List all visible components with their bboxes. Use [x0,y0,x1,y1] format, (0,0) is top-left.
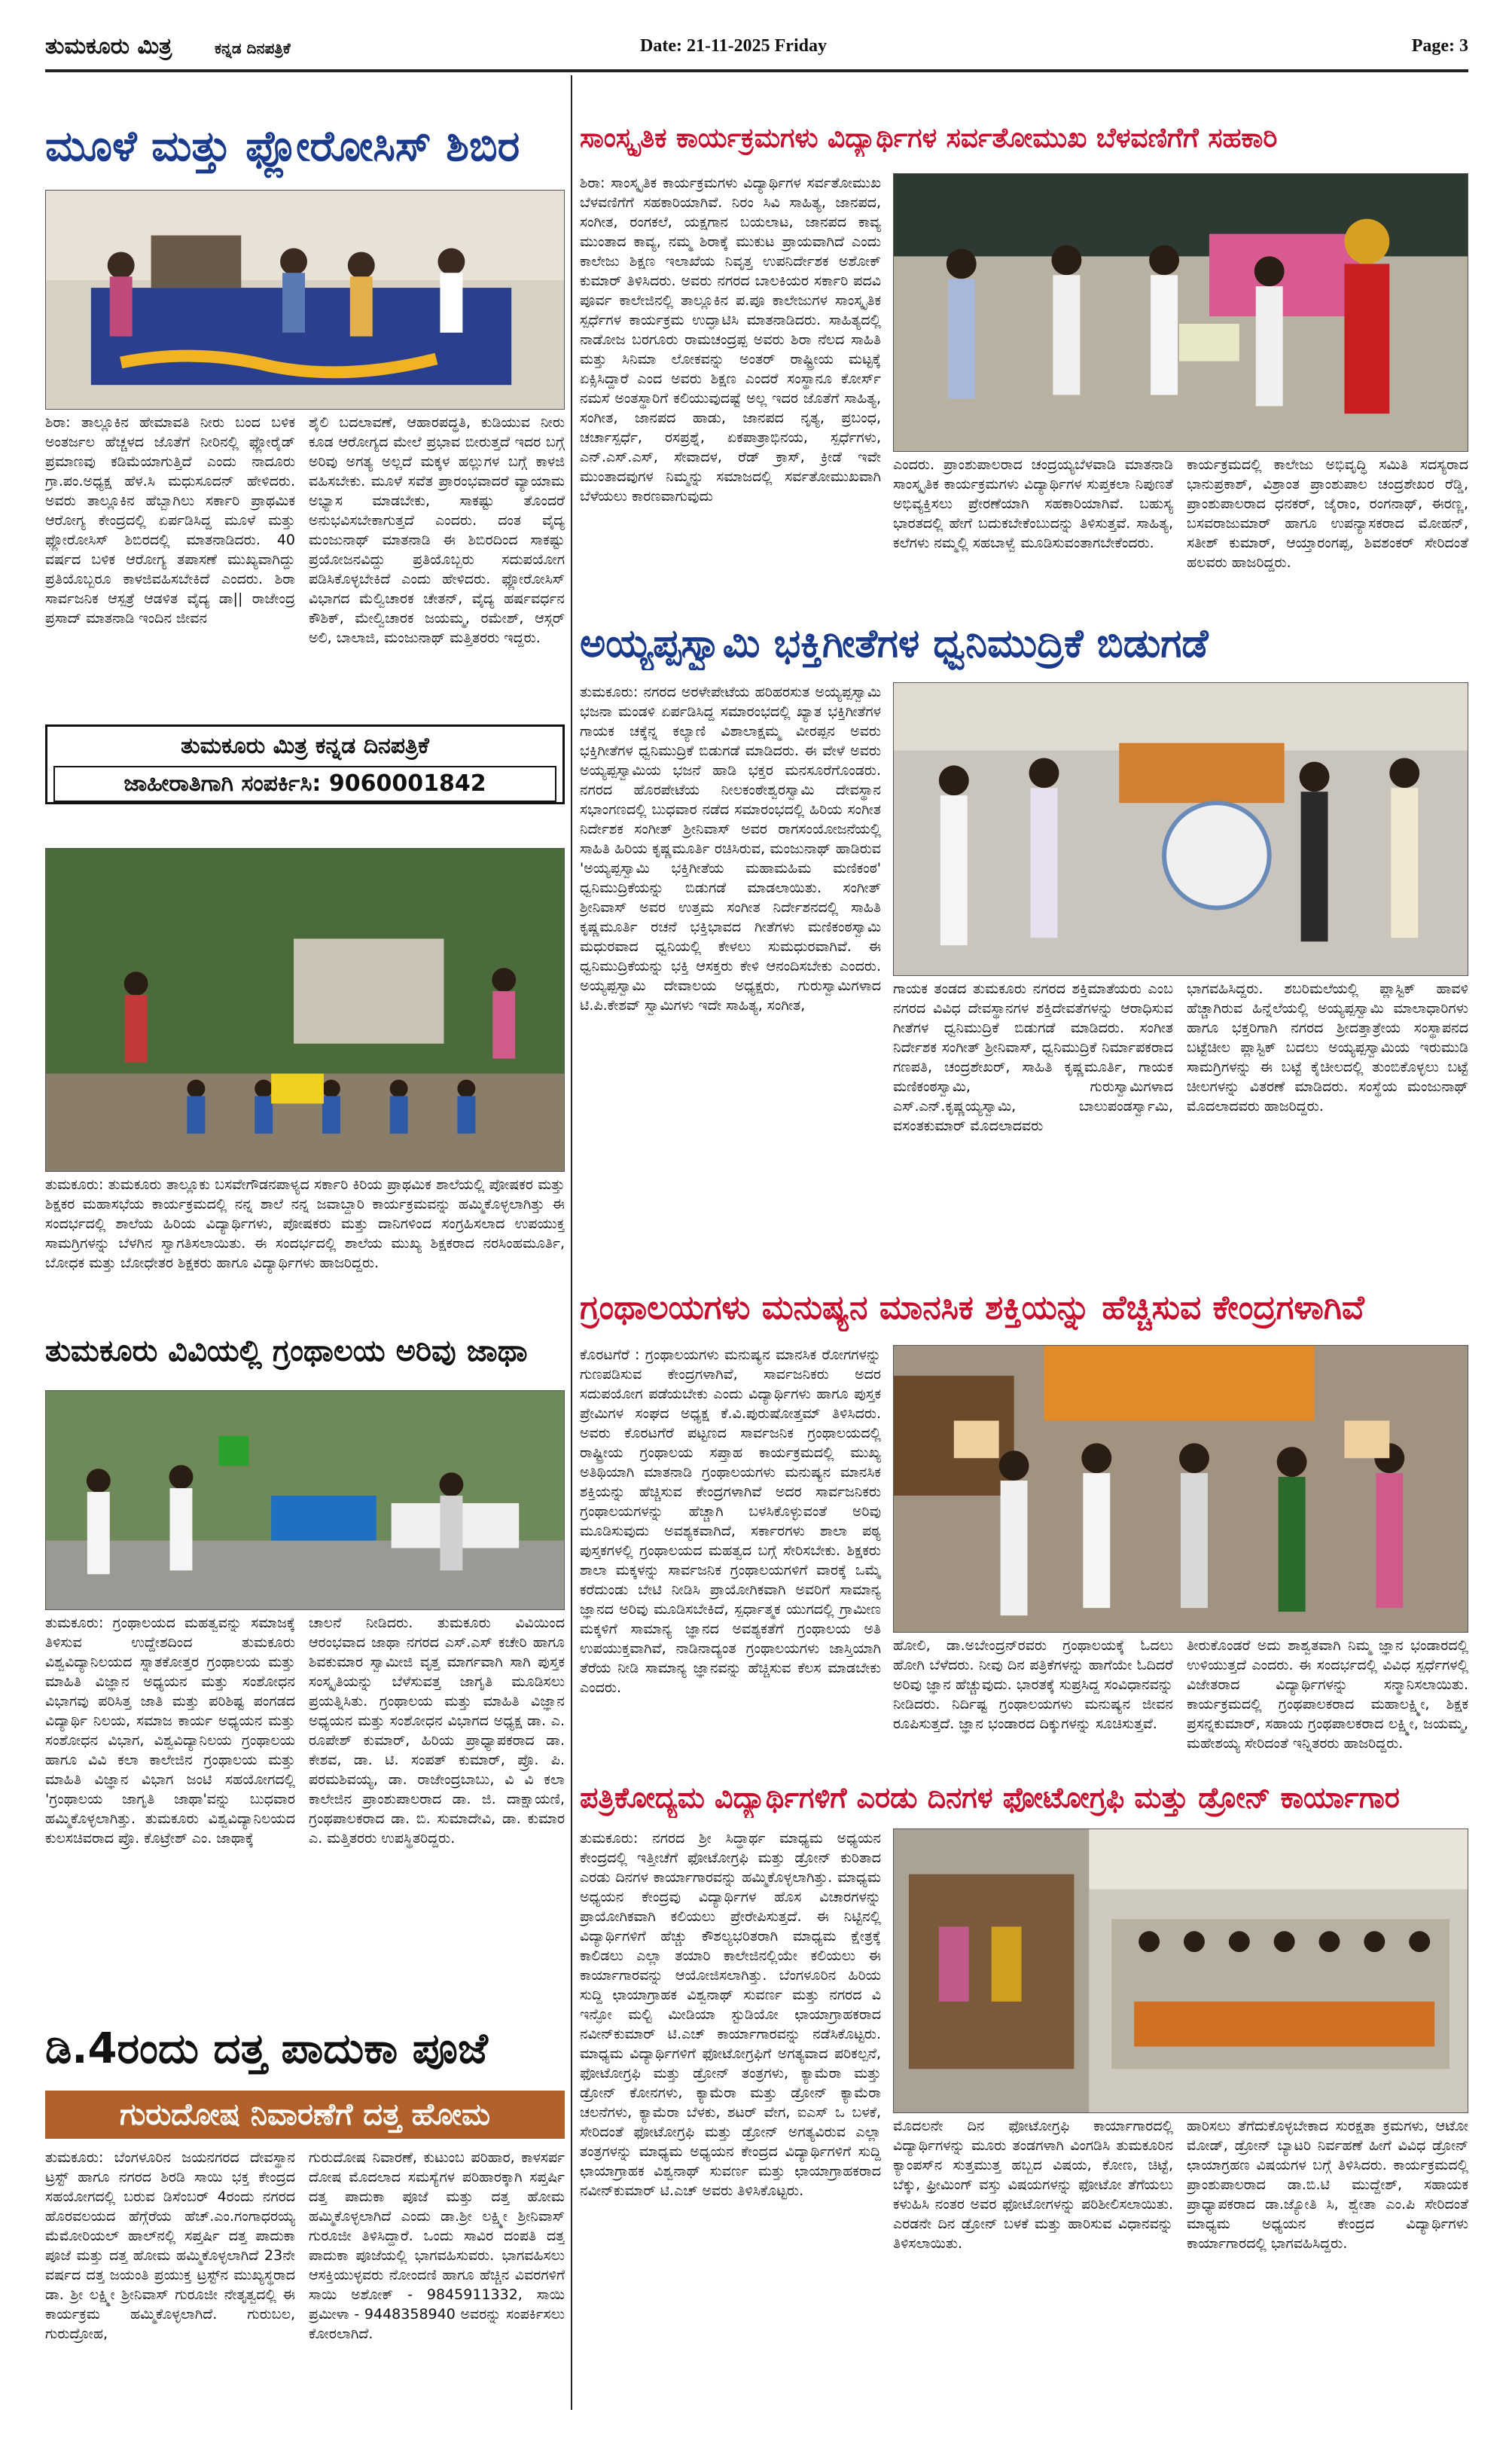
headline-photography-drone-workshop: ಪತ್ರಿಕೋದ್ಯಮ ವಿದ್ಯಾರ್ಥಿಗಳಿಗೆ ಎರಡು ದಿನಗಳ ಫೋಟೋಗ್ರಫಿ ಮತ್ತು ಡ್ರೋನ್ ಕಾರ್ಯಾಗಾರ [580,1781,1400,1814]
caption-cultural-programs-a: ಎಂದರು. ಪ್ರಾಂಶುಪಾಲರಾದ ಚಂದ್ರಯ್ಯಬೆಳವಾಡಿ ಮಾತನಾಡಿ ಸಾಂಸ್ಕೃತಿಕ ಕಾರ್ಯಕ್ರಮಗಳು ವಿದ್ಯಾರ್ಥಿಗಳ ಸುಪ್ತಕಲಾ ನಿಪುಣತೆ ಅಭಿವ್ಯಕ್ತಿಸಲು ಪ್ರೇರಣೆಯಾಗಿ ಸಹಕಾರಿಯಾಗಿವೆ. ಬಹುಸ್ಯ ಭಾರತದಲ್ಲಿ ಹೇಗೆ ಬದುಕಬೇಕೆಂಬುದನ್ನು ತಿಳಿಸುತ್ತವೆ. ಸಾಹಿತ್ಯ, ಕಲೆಗಳು ನಮ್ಮಲ್ಲಿ ಸಹಬಾಳ್ವೆ ಮೂಡಿಸುವಂತಾಗಬೇಕೆಂದರು. [893,456,1173,551]
ad-line-1: ತುಮಕೂರು ಮಿತ್ರ ಕನ್ನಡ ದಿನಪತ್ರಿಕೆ [181,733,429,759]
caption-school-event: ತುಮಕೂರು: ತುಮಕೂರು ತಾಲ್ಲೂಕು ಬಸವೇಗೌಡನಪಾಳ್ಯದ ಸರ್ಕಾರಿ ಕಿರಿಯ ಪ್ರಾಥಮಿಕ ಶಾಲೆಯಲ್ಲಿ ಪೋಷಕರ ಮತ್ತು ಶಿಕ್ಷಕರ ಮಹಾಸಭೆಯ ಕಾರ್ಯಕ್ರಮದಲ್ಲಿ ನನ್ನ ಶಾಲೆ ನನ್ನ ಜವಾಬ್ದಾರಿ ಕಾರ್ಯಕ್ರಮವನ್ನು ಹಮ್ಮಿಕೊಳ್ಳಲಾಗಿತ್ತು ಈ ಸಂದರ್ಭದಲ್ಲಿ ಶಾಲೆಯ ಹಿರಿಯ ವಿದ್ಯಾರ್ಥಿಗಳು, ಪೋಷಕರು ಮತ್ತು ದಾನಿಗಳಿಂದ ಸಂಗ್ರಹಿಸಲಾದ ಉಪಯುಕ್ತ ಸಾಮಗ್ರಿಗಳನ್ನು ಬೆಳಗಿನ ಸ್ವಾಗತಿಸಲಾಯಿತು. ಈ ಸಂದರ್ಭದಲ್ಲಿ ಶಾಲೆಯ ಮುಖ್ಯ ಶಿಕ್ಷಕರಾದ ನರಸಿಂಹಮೂರ್ತಿ, ಬೋಧಕ ಮತ್ತು ಬೋಧೇತರ ಶಿಕ್ಷಕರು ಹಾಗೂ ವಿದ್ಯಾರ್ಥಿಗಳು ಹಾಜರಿದ್ದರು. [45,1176,565,1271]
page-number: Page: 3 [1411,36,1468,56]
article-cultural-programs: ಶಿರಾ: ಸಾಂಸ್ಕೃತಿಕ ಕಾರ್ಯಕ್ರಮಗಳು ವಿದ್ಯಾರ್ಥಿಗಳ ಸರ್ವತೋಮುಖ ಬೆಳವಣಿಗೆಗೆ ಸಹಕಾರಿಯಾಗಿವೆ. ನಿರಂ ಸಿವಿ ಸಾಹಿತ್ಯ, ಜಾನಪದ, ಸಂಗೀತ, ರಂಗಕಲೆ, ಯಕ್ಷಗಾನ ಬಯಲಾಟ, ಜಾನಪದ ಕಾವ್ಯ ಮುಂತಾದ ಕಾವ್ಯ, ನಮ್ಮ ಶಿರಾಕ್ಕೆ ಮುಕುಟ ಪ್ರಾಯವಾಗಿದೆ ಎಂದು ಕಾಲೇಜು ಶಿಕ್ಷಣ ಇಲಾಖೆಯ ನಿವೃತ್ತ ಉಪನಿರ್ದೇಶಕ ಅಶೋಕ್ ಕುಮಾರ್ ತಿಳಿಸಿದರು. ಅವರು ನಗರದ ಬಾಲಕಿಯರ ಸರ್ಕಾರಿ ಪದವಿ ಪೂರ್ವ ಕಾಲೇಜಿನಲ್ಲಿ ತಾಲ್ಲೂಕಿನ ಪ.ಪೂ ಕಾಲೇಜುಗಳ ಸಾಂಸ್ಕೃತಿಕ ಸ್ಪರ್ಧೆಗಳ ಕಾರ್ಯಕ್ರಮ ಉದ್ಘಾಟಿಸಿ ಮಾತನಾಡಿದರು. ಸಾಹಿತ್ಯದಲ್ಲಿ ನಾಡೋಜ ಬರಗೂರು ರಾಮಚಂದ್ರಪ್ಪ ಅವರು ಶಿರಾ ನೆಲದ ಸಾಹಿತಿ ಮತ್ತು ಸಿನಿಮಾ ಲೋಕವನ್ನು ಅಂತರ್ ರಾಷ್ಟ್ರೀಯ ಮಟ್ಟಕ್ಕೆ ಏಕ್ಸಿಸಿದ್ದಾರೆ ಎಂದ ಅವರು ಶಿಕ್ಷಣ ಎಂದರೆ ಸಂಸ್ಥಾನೂ ಕೋರ್ಸ್ ನಮಸೆ ಅಂತಸ್ಥಾರಿಗೆ ಕಲಿಯುವುದಷ್ಟೆ ಅಲ್ಲ ಇದರ ಜೊತೆಗೆ ಸಾಹಿತ್ಯ, ಸಂಗೀತ, ಜಾನಪದ ಹಾಡು, ಜಾನಪದ ನೃತ್ಯ, ಪ್ರಬಂಧ, ಚರ್ಚಾಸ್ಪರ್ಧೆ, ರಸಪ್ರಶ್ನೆ, ಏಕಪಾತ್ರಾಭಿನಯ, ಸ್ಪರ್ಧೆಗಳು, ಎನ್.ಎಸ್.ಎಸ್, ಸೇವಾದಳ, ರೆಡ್ ಕ್ರಾಸ್, ಕ್ರೀಡೆ ಇವೇ ಮುಂತಾದವುಗಳ ನಿಮ್ಮನ್ನು ಸಮಾಜದಲ್ಲಿ ಸರ್ವತೋಮುಖವಾಗಿ ಬೆಳೆಯಲು ಕಾರಣವಾಗುವುದು [580,175,881,505]
article-bone-camp-col-a: ಶಿರಾ: ತಾಲ್ಲೂಕಿನ ಹೇಮಾವತಿ ನೀರು ಬಂದ ಬಳಿಕ ಅಂತರ್ಜಲ ಹೆಚ್ಚಳದ ಜೊತೆಗೆ ನೀರಿನಲ್ಲಿ ಫ್ಲೋರೈಡ್ ಪ್ರಮಾಣವು ಕಡಿಮೆಯಾಗುತ್ತಿದೆ ಎಂದು ನಾದೂರು ಗ್ರಾ.ಪಂ.ಅಧ್ಯಕ್ಷ ಹೆಳ.ಸಿ ಮಧುಸೂದನ್ ಹೇಳಿದರು. ಅವರು ತಾಲ್ಲೂಕಿನ ಹೆಬ್ಬಾಗಿಲು ಸರ್ಕಾರಿ ಪ್ರಾಥಮಿಕ ಆರೋಗ್ಯ ಕೇಂದ್ರದಲ್ಲಿ ಏರ್ಪಡಿಸಿದ್ದ ಮೂಳೆ ಮತ್ತು ಫ್ಲೋರೋಸಿಸ್ ಶಿಬಿರದಲ್ಲಿ ಮಾತನಾಡಿದರು. 40 ವರ್ಷದ ಬಳಿಕ ಆರೋಗ್ಯ ತಪಾಸಣೆ ಮುಖ್ಯವಾಗಿದ್ದು ಪ್ರತಿಯೊಬ್ಬರೂ ಕಾಳಜಿವಹಿಸಬೇಕಿದೆ ಎಂದರು. ಶಿರಾ ಸಾರ್ವಜನಿಕ ಆಸ್ಪತ್ರೆ ಆಡಳಿತ ವೈದ್ಯ ಡಾ|| ರಾಜೇಂದ್ರ ಪ್ರಸಾದ್ ಮಾತನಾಡಿ ಇಂದಿನ ಜೀವನ [45,414,295,627]
photo-cultural-programs [893,173,1468,452]
logo-text: ತುಮಕೂರು ಮಿತ್ರ [45,33,172,59]
banner-datta-homa-text: ಗುರುದೋಷ ನಿವಾರಣೆಗೆ ದತ್ತ ಹೋಮ [119,2097,491,2132]
advertisement-box [45,724,565,804]
issue-date: Date: 21-11-2025 Friday [640,36,827,56]
caption-cultural-programs-b: ಕಾರ್ಯಕ್ರಮದಲ್ಲಿ ಕಾಲೇಜು ಅಭಿವೃದ್ಧಿ ಸಮಿತಿ ಸದಸ್ಯರಾದ ಭಾನುಪ್ರಕಾಶ್, ವಿಶ್ರಾಂತ ಪ್ರಾಂಶುಪಾಲ ಚಂದ್ರಶೇಖರ ರೆಡ್ಡಿ, ಪ್ರಾಂಶುಪಾಲರಾದ ಧನಕರ್, ಜೈರಾಂ, ರಂಗನಾಥ್, ಈರಣ್ಣ, ಬಸವರಾಜುಮಾರ್ ಹಾಗೂ ಉಪನ್ಯಾಸಕರಾದ ಮೋಹನ್, ಸತೀಶ್ ಕುಮಾರ್, ಆಯ್ತಾರಂಗಪ್ಪ, ಶಿವಶಂಕರ್ ಸೇರಿದಂತೆ ಹಲವರು ಹಾಜರಿದ್ದರು. [1187,456,1468,571]
headline-library-rally: ತುಮಕೂರು ವಿವಿಯಲ್ಲಿ ಗ್ರಂಥಾಲಯ ಅರಿವು ಜಾಥಾ [45,1334,528,1368]
masthead [45,33,1468,66]
article-ayyappa-songs: ತುಮಕೂರು: ನಗರದ ಅರಳೇಪೇಟೆಯ ಹರಿಹರಸುತ ಅಯ್ಯಪ್ಪಸ್ವಾಮಿ ಭಜನಾ ಮಂಡಳಿ ಏರ್ಪಡಿಸಿದ್ದ ಸಮಾರಂಭದಲ್ಲಿ ಖ್ಯಾತ ಭಕ್ತಿಗೀತೆಗಳ ಗಾಯಕ ಚಕ್ಕೆನ್ನ ಕಲ್ಯಾಣಿ ವಿಶಾಲಾಕ್ಷಮ್ಮ ವೀರಪ್ಪನ ಅವರು ಭಕ್ತಿಗೀತೆಗಳ ಧ್ವನಿಮುದ್ರಿಕೆ ಬಿಡುಗಡೆ ಮಾಡಿದರು. ಈ ವೇಳೆ ಅವರು ಅಯ್ಯಪ್ಪಸ್ವಾಮಿಯ ಭಜನೆ ಹಾಡಿ ಭಕ್ತರ ಮನಸೂರೆಗೊಂಡರು. ನಗರದ ಹೊರಪೇಟೆಯ ನೀಲಕಂಠೇಶ್ವರಸ್ವಾಮಿ ದೇವಸ್ಥಾನ ಸಭಾಂಗಣದಲ್ಲಿ ಬುಧವಾರ ನಡೆದ ಸಮಾರಂಭದಲ್ಲಿ ಹಿರಿಯ ಸಂಗೀತ ನಿರ್ದೇಶಕ ಸಂಗೀತ್ ಶ್ರೀನಿವಾಸ್ ಅವರ ರಾಗಸಂಯೋಜನೆಯಲ್ಲಿ ಸಾಹಿತಿ ಹಿರಿಯ ಕೃಷ್ಣಮೂರ್ತಿ ರಚಿಸಿರುವ, ಮಂಜುನಾಥ್ ಹಾಡಿರುವ 'ಅಯ್ಯಪ್ಪಸ್ವಾಮಿ ಭಕ್ತಿಗೀತೆಯ ಮಹಾಮಹಿಮ ಮಣಿಕಂಠ' ಧ್ವನಿಮುದ್ರಿಕೆಯನ್ನು ಬಿಡುಗಡೆ ಮಾಡಲಾಯಿತು. ಸಂಗೀತ್ ಶ್ರೀನಿವಾಸ್ ಅವರ ಉತ್ತಮ ಸಂಗೀತ ನಿರ್ದೇಶನದಲ್ಲಿ ಸಾಹಿತಿ ಕೃಷ್ಣಮೂರ್ತಿ ರಚನೆ ಭಕ್ತಿಭಾವದ ಗೀತೆಗಳು ಮಣಿಕಂಠಸ್ವಾಮಿ ಮಧುರವಾದ ಧ್ವನಿಯಲ್ಲಿ ಕೇಳಲು ಸುಮಧುರವಾಗಿವೆ. ಈ ಧ್ವನಿಮುದ್ರಿಕೆಯನ್ನು ಭಕ್ತಿ ಆಸಕ್ತರು ಕೇಳಿ ಆನಂದಿಸಬೇಕು ಎಂದರು. ಅಯ್ಯಪ್ಪಸ್ವಾಮಿ ದೇವಾಲಯ ಅಧ್ಯಕ್ಷರು, ಗುರುಸ್ವಾಮಿಗಳಾದ ಟಿ.ಪಿ.ಕೇಶವ್ ಸ್ವಾಮಿಗಳು ಇದೇ ಸಾಹಿತ್ಯ, ಸಂಗೀತ, [580,684,881,1014]
masthead-subtitle: ಕನ್ನಡ ದಿನಪತ್ರಿಕೆ [215,39,291,57]
headline-cultural-programs: ಸಾಂಸ್ಕೃತಿಕ ಕಾರ್ಯಕ್ರಮಗಳು ವಿದ್ಯಾರ್ಥಿಗಳ ಸರ್ವತೋಮುಖ ಬೆಳವಣಿಗೆಗೆ ಸಹಕಾರಿ [580,123,1278,154]
banner-datta-homa [45,2091,565,2139]
photo-school-event [45,848,565,1172]
caption-ayyappa-songs-a: ಗಾಯಕ ತಂಡದ ತುಮಕೂರು ನಗರದ ಶಕ್ತಿಮಾತೆಯರು ಎಂಬ ನಗರದ ವಿವಿಧ ದೇವಸ್ಥಾನಗಳ ಶಕ್ತಿದೇವತೆಗಳನ್ನು ಆರಾಧಿಸುವ ಗೀತೆಗಳ ಧ್ವನಿಮುದ್ರಿಕೆ ಬಿಡುಗಡೆ ಮಾಡಿದರು. ಸಂಗೀತ ನಿರ್ದೇಶಕ ಸಂಗೀತ್ ಶ್ರೀನಿವಾಸ್, ಧ್ವನಿಮುದ್ರಿಕೆ ನಿರ್ಮಾಪಕರಾದ ಗಣಪತಿ, ಚಂದ್ರಶೇಖರ್, ಸಾಹಿತಿ ಕೃಷ್ಣಮೂರ್ತಿ, ಗಾಯಕ ಮಣಿಕಂಠಸ್ವಾಮಿ, ಗುರುಸ್ವಾಮಿಗಳಾದ ಎಸ್.ಎನ್.ಕೃಷ್ಣಯ್ಯಸ್ವಾಮಿ, ಬಾಲುಪಂಡರ್ಸ್ವಾಮಿ, ವಸಂತಕುಮಾರ್ ಮೊದಲಾದವರು [893,981,1173,1134]
headline-ayyappa-songs: ಅಯ್ಯಪ್ಪಸ್ವಾಮಿ ಭಕ್ತಿಗೀತೆಗಳ ಧ್ವನಿಮುದ್ರಿಕೆ ಬಿಡುಗಡೆ [580,621,1209,666]
article-datta-puja-col-b: ಗುರುದೋಷ ನಿವಾರಣೆ, ಕುಟುಂಬ ಪರಿಹಾರ, ಕಾಳಸರ್ಪ ದೋಷ ಮೊದಲಾದ ಸಮಸ್ಯೆಗಳ ಪರಿಹಾರಕ್ಕಾಗಿ ಸಪ್ತರ್ಷಿ ದತ್ತ ಪಾದುಕಾ ಪೂಜೆ ಮತ್ತು ದತ್ತ ಹೋಮ ಹಮ್ಮಿಕೊಳ್ಳಲಾಗಿದೆ ಎಂದು ಡಾ.ಶ್ರೀ ಲಕ್ಷ್ಮೀ ಶ್ರೀನಿವಾಸ್ ಗುರೂಜೀ ತಿಳಿಸಿದ್ದಾರೆ. ಒಂದು ಸಾವಿರ ದಂಪತಿ ದತ್ತ ಪಾದುಕಾ ಪೂಜೆಯಲ್ಲಿ ಭಾಗವಹಿಸುವರು. ಭಾಗವಹಿಸಲು ಆಸಕ್ತಿಯುಳ್ಳವರು ನೋಂದಣಿ ಹಾಗೂ ಹೆಚ್ಚಿನ ವಿವರಗಳಿಗೆ ಸಾಯಿ ಅಶೋಕ್ - 9845911332, ಸಾಯಿ ಪ್ರಮೀಳಾ - 9448358940 ಅವರನ್ನು ಸಂಪರ್ಕಿಸಲು ಕೋರಲಾಗಿದೆ. [309,2149,565,2342]
article-libraries-mental-strength: ಕೊರಟಗೆರೆ : ಗ್ರಂಥಾಲಯಗಳು ಮನುಷ್ಯನ ಮಾನಸಿಕ ರೋಗಗಳನ್ನು ಗುಣಪಡಿಸುವ ಕೇಂದ್ರಗಳಾಗಿವೆ, ಸಾರ್ವಜನಿಕರು ಅದರ ಸದುಪಯೋಗ ಪಡೆಯಬೇಕು ಎಂದು ವಿದ್ಯಾರ್ಥಿಗಳು ಹಾಗೂ ಪುಸ್ತಕ ಪ್ರೇಮಿಗಳ ಸಂಘದ ಅಧ್ಯಕ್ಷ ಕೆ.ವಿ.ಪುರುಷೋತ್ತಮ್ ತಿಳಿಸಿದರು. ಅವರು ಕೊರಟಗೆರೆ ಪಟ್ಟಣದ ಸಾರ್ವಜನಿಕ ಗ್ರಂಥಾಲಯದಲ್ಲಿ ರಾಷ್ಟ್ರೀಯ ಗ್ರಂಥಾಲಯ ಸಪ್ತಾಹ ಕಾರ್ಯಕ್ರಮದಲ್ಲಿ ಮುಖ್ಯ ಅತಿಥಿಯಾಗಿ ಮಾತನಾಡಿ ಗ್ರಂಥಾಲಯಗಳು ಮನುಷ್ಯನ ಮಾನಸಿಕ ಶಕ್ತಿಯನ್ನು ಹೆಚ್ಚಿಸುವ ಕೇಂದ್ರಗಳಾಗಿವೆ ಅದರ ಸಾರ್ವಜನಿಕರು ಗ್ರಂಥಾಲಯಗಳನ್ನು ಹೆಚ್ಚಾಗಿ ಬಳಸಿಕೊಳ್ಳುವಂತೆ ಅರಿವು ಮೂಡಿಸುವುದು ಅವಶ್ಯಕವಾಗಿದೆ, ಸರ್ಕಾರಗಳು ಶಾಲಾ ಪಠ್ಯ ಪುಸ್ತಕಗಳಲ್ಲಿ ಗ್ರಂಥಾಲಯದ ಮಹತ್ವದ ಬಗ್ಗೆ ಸೇರಿಸಬೇಕು. ಶಿಕ್ಷಕರು ಶಾಲಾ ಮಕ್ಕಳನ್ನು ಸಾರ್ವಜನಿಕ ಗ್ರಂಥಾಲಯಗಳಿಗೆ ವಾರಕ್ಕೆ ಒಮ್ಮೆ ಕರೆದುಂಡು ಬೇಟಿ ನೀಡಿಸಿ ಪ್ರಾಯೋಗಿಕವಾಗಿ ಅವರಿಗೆ ಸಾಮಾನ್ಯ ಜ್ಞಾನದ ಅರಿವು ಮೂಡಿಸಬೇಕಿದೆ, ಸ್ಪರ್ಧಾತ್ಮಕ ಯುಗದಲ್ಲಿ ಗ್ರಾಮೀಣ ಮಕ್ಕಳಿಗೆ ಸಾಮಾನ್ಯ ಜ್ಞಾನದ ಅವಶ್ಯಕತೆಗೆ ಗ್ರಂಥಾಲಯ ಅತಿ ಉಪಯುಕ್ತವಾಗಿವೆ, ನಾಡಿನಾದ್ಯಂತ ಗ್ರಂಥಾಲಯಗಳು ಜಾಸ್ತಿಯಾಗಿ ತೆರೆಯ ನೀಡಿ ಸಾಮಾನ್ಯ ಜ್ಞಾನವನ್ನು ಹೆಚ್ಚಿಸುವ ಕೆಲಸ ಮಾಡಬೇಕು ಎಂದರು. [580,1347,881,1696]
ad-line-2: ಜಾಹೀರಾತಿಗಾಗಿ ಸಂಪರ್ಕಿಸಿ: 9060001842 [53,766,556,802]
headline-libraries-mental-strength: ಗ್ರಂಥಾಲಯಗಳು ಮನುಷ್ಯನ ಮಾನಸಿಕ ಶಕ್ತಿಯನ್ನು ಹೆಚ್ಚಿಸುವ ಕೇಂದ್ರಗಳಾಗಿವೆ [580,1289,1364,1327]
photo-ayyappa-songs [893,682,1468,976]
photo-bone-camp [45,190,565,410]
caption-library-week-b: ತೀರುಕೊಂಡರೆ ಅದು ಶಾಶ್ವತವಾಗಿ ನಿಮ್ಮ ಜ್ಞಾನ ಭಂಡಾರದಲ್ಲಿ ಉಳಿಯುತ್ತದೆ ಎಂದರು. ಈ ಸಂದರ್ಭದಲ್ಲಿ ವಿವಿಧ ಸ್ಪರ್ಧೆಗಳಲ್ಲಿ ವಿಜೇತರಾದ ವಿದ್ಯಾರ್ಥಿಗಳನ್ನು ಸನ್ಮಾನಿಸಲಾಯಿತು. ಕಾರ್ಯಕ್ರಮದಲ್ಲಿ ಗ್ರಂಥಪಾಲಕರಾದ ಮಹಾಲಕ್ಷ್ಮೀ, ಶಿಕ್ಷಕ ಪ್ರಸನ್ನಕುಮಾರ್, ಸಹಾಯ ಗ್ರಂಥಪಾಲಕರಾದ ಲಕ್ಷ್ಮೀ, ಜಯಮ್ಮ, ಮಹೇಶಯ್ಯ ಸೇರಿದಂತೆ ಇನ್ನಿತರರು ಹಾಜರಿದ್ದರು. [1187,1637,1468,1752]
caption-drone-workshop-a: ಮೊದಲನೇ ದಿನ ಫೋಟೋಗ್ರಫಿ ಕಾರ್ಯಾಗಾರದಲ್ಲಿ ವಿದ್ಯಾರ್ಥಿಗಳನ್ನು ಮೂರು ತಂಡಗಳಾಗಿ ವಿಂಗಡಿಸಿ ತುಮಕೂರಿನ ಕ್ಯಾಂಪಸ್‌ನ ಸುತ್ತಮುತ್ತ ಹಬ್ಬದ ವಿಷಯ, ಕೋಣ, ಚಿಟ್ಟೆ, ಬೆಕ್ಕು, ಫ್ರೀಮಿಂಗ್ ವಸ್ತು ವಿಷಯಗಳನ್ನು ಫೋಟೋ ತೆಗೆಯಲು ಕಳುಹಿಸಿ ನಂತರ ಅವರ ಫೋಟೋಗಳನ್ನು ಪರಿಶೀಲಿಸಲಾಯಿತು. ಎರಡನೇ ದಿನ ಡ್ರೋನ್ ಬಳಕೆ ಮತ್ತು ಹಾರಿಸುವ ವಿಧಾನವನ್ನು ತಿಳಿಸಲಾಯಿತು. [893,2118,1173,2252]
photo-library-rally [45,1390,565,1610]
caption-ayyappa-songs-b: ಭಾಗವಹಿಸಿದ್ದರು. ಶಬರಿಮಲೆಯಲ್ಲಿ ಪ್ಲಾಸ್ಟಿಕ್ ಹಾವಳಿ ಹೆಚ್ಚಾಗಿರುವ ಹಿನ್ನೆಲೆಯಲ್ಲಿ ಅಯ್ಯಪ್ಪಸ್ವಾಮಿ ಮಾಲಾಧಾರಿಗಳು ಹಾಗೂ ಭಕ್ತರಿಗಾಗಿ ನಗರದ ಶ್ರೀದತ್ತಾತ್ರೇಯ ಸಂಸ್ಥಾಪನದ ಬಟ್ಟೆಚೀಲ ಪ್ಲಾಸ್ಟಿಕ್ ಬದಲು ಅಯ್ಯಪ್ಪಸ್ವಾಮಿಯ ಇರುಮುಡಿ ಸಾಮಗ್ರಿಗಳನ್ನು ಈ ಬಟ್ಟೆ ಕೈಚೀಲದಲ್ಲಿ ತುಂಬಿಕೊಳ್ಳಲು ಬಟ್ಟೆ ಚೀಲಗಳನ್ನು ವಿತರಣೆ ಮಾಡಿದರು. ಸಂಸ್ಥೆಯ ಮಂಜುನಾಥ್ ಮೊದಲಾದವರು ಹಾಜರಿದ್ದರು. [1187,981,1468,1115]
article-library-rally-col-a: ತುಮಕೂರು: ಗ್ರಂಥಾಲಯದ ಮಹತ್ವವನ್ನು ಸಮಾಜಕ್ಕೆ ತಿಳಿಸುವ ಉದ್ದೇಶದಿಂದ ತುಮಕೂರು ವಿಶ್ವವಿದ್ಯಾನಿಲಯದ ಸ್ನಾತಕೋತ್ತರ ಗ್ರಂಥಾಲಯ ಮತ್ತು ಮಾಹಿತಿ ವಿಜ್ಞಾನ ಅಧ್ಯಯನ ಮತ್ತು ಸಂಶೋಧನ ವಿಭಾಗವು ಪರಿಸಿತ್ತ ಜಾತಿ ಮತ್ತು ಪರಿಶಿಷ್ಟ ಪಂಗಡದ ವಿದ್ಯಾರ್ಥಿ ನಿಲಯ, ಸಮಾಜ ಕಾರ್ಯ ಅಧ್ಯಯನ ಮತ್ತು ಸಂಶೋಧನ ವಿಭಾಗ, ವಿಶ್ವವಿದ್ಯಾನಿಲಯ ಗ್ರಂಥಾಲಯ ಹಾಗೂ ವಿವಿ ಕಲಾ ಕಾಲೇಜಿನ ಗ್ರಂಥಾಲಯ ಮತ್ತು ಮಾಹಿತಿ ವಿಜ್ಞಾನ ವಿಭಾಗ ಜಂಟಿ ಸಹಯೋಗದಲ್ಲಿ 'ಗ್ರಂಥಾಲಯ ಜಾಗೃತಿ ಜಾಥಾ'ವನ್ನು ಬುಧವಾರ ಹಮ್ಮಿಕೊಳ್ಳಲಾಗಿತ್ತು. ತುಮಕೂರು ವಿಶ್ವವಿದ್ಯಾನಿಲಯದ ಕುಲಸಚಿವರಾದ ಪ್ರೊ. ಕೊಟ್ರೇಶ್ ಎಂ. ಜಾಥಾಕ್ಕೆ [45,1615,295,1847]
article-bone-camp-col-b: ಶೈಲಿ ಬದಲಾವಣೆ, ಆಹಾರಪದ್ಧತಿ, ಕುಡಿಯುವ ನೀರು ಕೂಡ ಆರೋಗ್ಯದ ಮೇಲೆ ಪ್ರಭಾವ ಬೀರುತ್ತದೆ ಇದರ ಬಗ್ಗೆ ಅರಿವು ಅಗತ್ಯ ಅಲ್ಲದೆ ಮಕ್ಕಳ ಹಲ್ಲುಗಳ ಬಗ್ಗೆ ಕಾಳಜಿ ವಹಿಸಬೇಕು. ಮೂಳೆ ಸವೆತ ಪ್ರಾರಂಭವಾದರೆ ವ್ಯಾಯಾಮ ಅಭ್ಯಾಸ ಮಾಡಬೇಕು, ಸಾಕಷ್ಟು ತೊಂದರೆ ಅನುಭವಿಸಬೇಕಾಗುತ್ತದೆ ಎಂದರು. ದಂತ ವೈದ್ಯ ಮಂಜುನಾಥ್ ಮಾತನಾಡಿ ಈ ಶಿಬಿರದಿಂದ ಸಾಕಷ್ಟು ಪ್ರಯೋಜನವಿದ್ದು ಪ್ರತಿಯೊಬ್ಬರು ಸದುಪಯೋಗ ಪಡಿಸಿಕೊಳ್ಳಬೇಕಿದೆ ಎಂದು ಹೇಳಿದರು. ಫ್ಲೋರೋಸಿಸ್ ವಿಭಾಗದ ಮೆಲ್ವಿಚಾರಕ ಚೇತನ್, ವೈದ್ಯ ಹರ್ಷವರ್ಧನ ಕೌಶಿಕ್, ಮೇಲ್ವಿಚಾರಕ ಜಯಮ್ಮ, ರಮೇಶ್, ಆಸ್ಗರ್ ಅಲಿ, ಬಾಲಾಜಿ, ಮಂಜುನಾಥ್ ಮತ್ತಿತರರು ಇದ್ದರು. [309,414,565,646]
caption-drone-workshop-b: ಹಾರಿಸಲು ತೆಗೆದುಕೊಳ್ಳಬೇಕಾದ ಸುರಕ್ಷತಾ ಕ್ರಮಗಳು, ಆಟೋ ಮೋಡ್, ಡ್ರೋನ್ ಬ್ಯಾಟರಿ ನಿರ್ವಹಣೆ ಹೀಗೆ ವಿವಿಧ ಡ್ರೋನ್ ಛಾಯಾಗ್ರಹಣ ವಿಷಯಗಳ ಬಗ್ಗೆ ತಿಳಿಸಿದರು. ಕಾರ್ಯಕ್ರಮದಲ್ಲಿ ಪ್ರಾಂಶುಪಾಲರಾದ ಡಾ.ಬಿ.ಟಿ ಮುದ್ದೇಶ್, ಸಹಾಯಕ ಪ್ರಾಧ್ಯಾಪಕರಾದ ಡಾ.ಜ್ಯೋತಿ ಸಿ, ಶ್ವೇತಾ ಎಂ.ಪಿ ಸೇರಿದಂತೆ ಮಾಧ್ಯಮ ಅಧ್ಯಯನ ಕೇಂದ್ರದ ವಿದ್ಯಾರ್ಥಿಗಳು ಕಾರ್ಯಾಗಾರದಲ್ಲಿ ಭಾಗವಹಿಸಿದ್ದರು. [1187,2118,1468,2252]
article-datta-puja-col-a: ತುಮಕೂರು: ಬೆಂಗಳೂರಿನ ಜಯನಗರದ ದೇವಸ್ಥಾನ ಟ್ರಸ್ಟ್ ಹಾಗೂ ನಗರದ ಶಿರಡಿ ಸಾಯಿ ಭಕ್ತ ಕೇಂದ್ರದ ಸಹಯೋಗದಲ್ಲಿ ಬರುವ ಡಿಸೆಂಬರ್ 4ರಂದು ನಗರದ ಹೊರವಲಯದ ಹೆಗ್ಗೆರೆಯ ಹೆಚ್.ಎಂ.ಗಂಗಾಧರಯ್ಯ ಮೆಮೋರಿಯಲ್ ಹಾಲ್‌ನಲ್ಲಿ ಸಪ್ತರ್ಷಿ ದತ್ತ ಪಾದುಕಾ ಪೂಜೆ ಮತ್ತು ದತ್ತ ಹೋಮ ಹಮ್ಮಿಕೊಳ್ಳಲಾಗಿದೆ 23ನೇ ವರ್ಷದ ದತ್ತ ಜಯಂತಿ ಪ್ರಯುಕ್ತ ಟ್ರಸ್ಟ್‌ನ ಮುಖ್ಯಸ್ಥರಾದ ಡಾ. ಶ್ರೀ ಲಕ್ಷ್ಮೀ ಶ್ರೀನಿವಾಸ್ ಗುರೂಜೀ ನೇತೃತ್ವದಲ್ಲಿ ಈ ಕಾರ್ಯಕ್ರಮ ಹಮ್ಮಿಕೊಳ್ಳಲಾಗಿದೆ. ಗುರುಬಲ, ಗುರುದ್ರೋಹ, [45,2149,295,2342]
photo-library-week [893,1345,1468,1633]
photo-drone-workshop [893,1829,1468,2113]
article-library-rally-col-b: ಚಾಲನೆ ನೀಡಿದರು. ತುಮಕೂರು ವಿವಿಯಿಂದ ಆರಂಭವಾದ ಜಾಥಾ ನಗರದ ಎಸ್.ಎಸ್ ಕಚೇರಿ ಹಾಗೂ ಶಿವಕುಮಾರ ಸ್ವಾಮೀಜಿ ವೃತ್ತ ಮಾರ್ಗವಾಗಿ ಸಾಗಿ ಪುಸ್ತಕ ಸಂಸ್ಕೃತಿಯನ್ನು ಬೆಳೆಸುವತ್ತ ಜಾಗೃತಿ ಮೂಡಿಸಲು ಪ್ರಯತ್ನಿಸಿತು. ಗ್ರಂಥಾಲಯ ಮತ್ತು ಮಾಹಿತಿ ವಿಜ್ಞಾನ ಅಧ್ಯಯನ ಮತ್ತು ಸಂಶೋಧನ ವಿಭಾಗದ ಅಧ್ಯಕ್ಷ ಡಾ. ಎ. ರೂಪೇಶ್ ಕುಮಾರ್, ಹಿರಿಯ ಪ್ರಾಧ್ಯಾಪಕರಾದ ಡಾ. ಕೇಶವ, ಡಾ. ಟಿ. ಸಂಪತ್ ಕುಮಾರ್, ಪ್ರೊ. ಪಿ. ಪರಮಶಿವಯ್ಯ, ಡಾ. ರಾಜೇಂದ್ರಬಾಬು, ವಿ ವಿ ಕಲಾ ಕಾಲೇಜಿನ ಪ್ರಾಂಶುಪಾಲರಾದ ಡಾ. ಜಿ. ದಾಕ್ಷಾಯಣಿ, ಗ್ರಂಥಪಾಲಕರಾದ ಡಾ. ಬಿ. ಸುಮಾದೇವಿ, ಡಾ. ಕುಮಾರ ಎ. ಮತ್ತಿತರರು ಉಪಸ್ಥಿತರಿದ್ದರು. [309,1615,565,1847]
caption-library-week-a: ಹೋಲಿ, ಡಾ.ಅಬೇಂದ್ರನ್‌ರವರು ಗ್ರಂಥಾಲಯಕ್ಕೆ ಓದಲು ಹೋಗಿ ಬೆಳೆದರು. ನೀವು ದಿನ ಪತ್ರಿಕೆಗಳನ್ನು ಹಾಗೆಯೇ ಓದಿದರೆ ಅರಿವು ಜ್ಞಾನ ಹೆಚ್ಚುವುದು. ಭಾರತಕ್ಕೆ ಸುಪ್ರಸಿದ್ದ ಸಂವಿಧಾನವನ್ನು ನೀಡಿದರು. ನಿರ್ದಿಷ್ಟ ಗ್ರಂಥಾಲಯಗಳು ಮನುಷ್ಯನ ಜೀವನ ರೂಪಿಸುತ್ತದೆ. ಜ್ಞಾನ ಭಂಡಾರದ ದಿಕ್ಕುಗಳನ್ನು ಸೂಚಿಸುತ್ತವೆ. [893,1637,1173,1732]
column-divider [571,75,572,2410]
headline-datta-puja: ಡಿ.4ರಂದು ದತ್ತ ಪಾದುಕಾ ಪೂಜೆ [45,2024,488,2073]
masthead-rule [45,69,1468,72]
article-photography-drone-workshop: ತುಮಕೂರು: ನಗರದ ಶ್ರೀ ಸಿದ್ಧಾರ್ಥ ಮಾಧ್ಯಮ ಅಧ್ಯಯನ ಕೇಂದ್ರದಲ್ಲಿ ಇತ್ತೀಚೆಗೆ ಫೋಟೋಗ್ರಫಿ ಮತ್ತು ಡ್ರೋನ್ ಕುರಿತಾದ ಎರಡು ದಿನಗಳ ಕಾರ್ಯಾಗಾರವನ್ನು ಹಮ್ಮಿಕೊಳ್ಳಲಾಗಿತ್ತು. ಮಾಧ್ಯಮ ಅಧ್ಯಯನ ಕೇಂದ್ರವು ವಿದ್ಯಾರ್ಥಿಗಳ ಹೊಸ ವಿಚಾರಗಳನ್ನು ಪ್ರಾಯೋಗಿಕವಾಗಿ ಕಲಿಯಲು ಪ್ರೇರೇಪಿಸುತ್ತದೆ. ಈ ನಿಟ್ಟಿನಲ್ಲಿ ವಿದ್ಯಾರ್ಥಿಗಳಿಗೆ ಹೆಚ್ಚು ಕೌಶಲ್ಯಭರಿತರಾಗಿ ಮಾಧ್ಯಮ ಕ್ಷೇತ್ರಕ್ಕೆ ಕಾಲಿಡಲು ಎಲ್ಲಾ ತಯಾರಿ ಕಾಲೇಜಿನಲ್ಲಿಯೇ ಕಲಿಯಲು ಈ ಕಾರ್ಯಾಗಾರವನ್ನು ಆಯೋಜಿಸಲಾಗಿತ್ತು. ಬೆಂಗಳೂರಿನ ಹಿರಿಯ ಸುದ್ದಿ ಛಾಯಾಗ್ರಾಹಕ ವಿಶ್ವನಾಥ್ ಸುವರ್ಣ ಮತ್ತು ನಗರದ ವಿ ಇನ್ಫೋ ಮಲ್ಟಿ ಮೀಡಿಯಾ ಸ್ಟುಡಿಯೋ ಛಾಯಾಗ್ರಾಹಕರಾದ ನವೀನ್‌ಕುಮಾರ್ ಟಿ.ಎಚ್ ಕಾರ್ಯಾಗಾರವನ್ನು ನಡೆಸಿಕೊಟ್ಟರು. ಮಾಧ್ಯಮ ವಿದ್ಯಾರ್ಥಿಗಳಿಗೆ ಫೋಟೋಗ್ರಫಿಗೆ ಅಗತ್ಯವಾದ ಪರಿಕಲ್ಪನೆ, ಫೋಟೋಗ್ರಫಿ ಮತ್ತು ಡ್ರೋನ್ ತಂತ್ರಗಳು, ಕ್ಯಾಮೆರಾ ಮತ್ತು ಡ್ರೋನ್ ಕೋನಗಳು, ಕ್ಯಾಮೆರಾ ಮತ್ತು ಡ್ರೋನ್ ಕ್ಯಾಮೆರಾ ಚಲನೆಗಳು, ಕ್ಯಾಮೆರಾ ಬೆಳಕು, ಶಟರ್ ವೇಗ, ಐಎಸ್ ಒ ಬಳಕೆ, ಸೇರಿದಂತೆ ಫೋಟೋಗ್ರಫಿ ಮತ್ತು ಡ್ರೋನ್ ಅಗತ್ಯವಿರುವ ಎಲ್ಲಾ ತಂತ್ರಗಳನ್ನು ಮಾಧ್ಯಮ ಅಧ್ಯಯನ ಕೇಂದ್ರದ ವಿದ್ಯಾರ್ಥಿಗಳಿಗೆ ಸುದ್ದಿ ಛಾಯಾಗ್ರಾಹಕ ವಿಶ್ವನಾಥ್ ಸುವರ್ಣ ಮತ್ತು ಛಾಯಾಗ್ರಾಹಕರಾದ ನವೀನ್‌ಕುಮಾರ್ ಟಿ.ಎಚ್ ಅವರು ತಿಳಿಸಿಕೊಟ್ಟರು. [580,1830,881,2199]
headline-bone-camp: ಮೂಳೆ ಮತ್ತು ಫ್ಲೋರೋಸಿಸ್ ಶಿಬಿರ [45,122,520,171]
